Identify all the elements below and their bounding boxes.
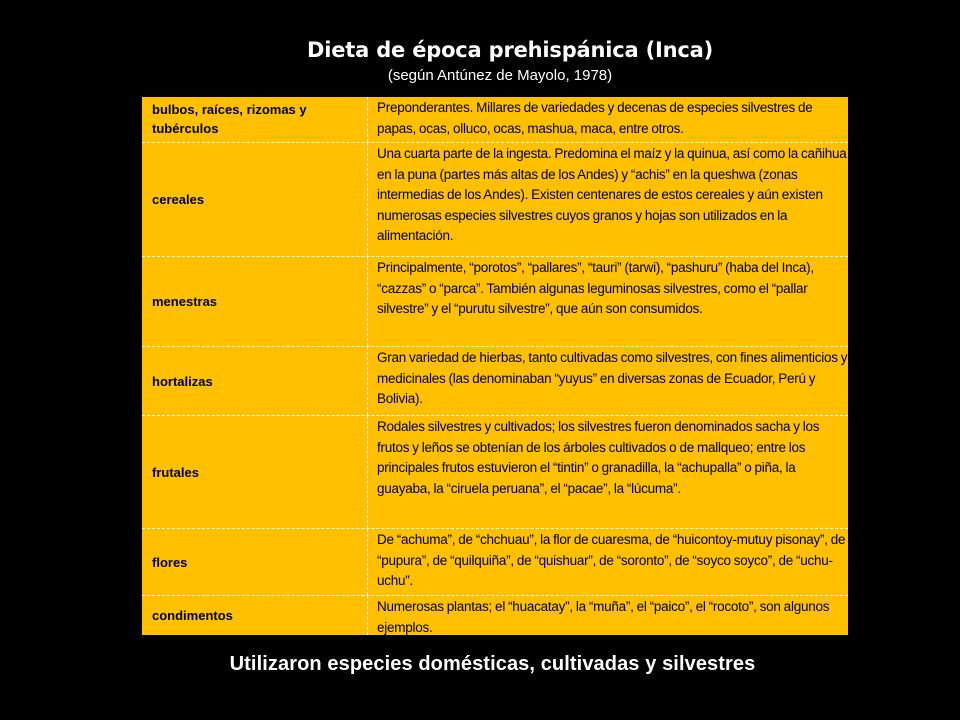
- table-row-cereales: [142, 143, 848, 257]
- description-cell: De “achuma”, de “chchuau”, la flor de cuaresma, de “huicontoy-mutuy pisonay”, de “pupura”, de “quilquiña”, de “quishuar”, de “soronto”, de “soyco soyco”, de “uchu-uchu”.: [377, 532, 846, 588]
- category-cell: flores: [142, 529, 368, 595]
- table-row-frutales: [142, 416, 848, 529]
- table-row-hortalizas: [142, 347, 848, 416]
- category-cell: condimentos: [142, 596, 368, 635]
- diet-table: [142, 97, 848, 635]
- table-row-bulbos: [142, 97, 848, 143]
- page-title: Dieta de época prehispánica (Inca): [307, 38, 713, 62]
- category-cell: bulbos, raíces, rizomas y tubérculos: [142, 97, 368, 142]
- description-cell: Numerosas plantas; el “huacatay”, la “muña”, el “paico”, el “rocoto”, son algunos ejemplos.: [377, 599, 830, 635]
- category-cell: cereales: [142, 143, 368, 256]
- table-row-menestras: [142, 257, 848, 347]
- description-cell: Preponderantes. Millares de variedades y decenas de especies silvestres de papas, ocas, olluco, ocas, mashua, maca, entre otros.: [377, 100, 813, 136]
- category-cell: frutales: [142, 416, 368, 528]
- table-row-flores: [142, 529, 848, 596]
- description-cell: Una cuarta parte de la ingesta. Predomina el maíz y la quinua, así como la cañihua en la puna (partes más altas de los Andes) y “achis” en la queshwa (zonas intermedias de los Andes). Existen centenares de estos cereales y aún existen numerosas especies silvestres cuyos granos y hojas son utilizados en la alimentación.: [377, 146, 847, 243]
- footer-caption: Utilizaron especies domésticas, cultivadas y silvestres: [229, 653, 756, 675]
- description-cell: Rodales silvestres y cultivados; los silvestres fueron denominados sacha y los frutos y leños se obtenían de los árboles cultivados o de mallqueo; entre los principales frutos estuvieron el “tintin” o granadilla, la “achupalla” o piña, la guayaba, la “ciruela peruana”, el “pacae”, la “lúcuma”.: [377, 419, 820, 496]
- category-cell: hortalizas: [142, 347, 368, 415]
- page-subtitle: (según Antúnez de Mayolo, 1978): [387, 67, 613, 84]
- category-cell: menestras: [142, 257, 368, 346]
- table-row-condimentos: [142, 596, 848, 635]
- description-cell: Gran variedad de hierbas, tanto cultivadas como silvestres, con fines alimenticios y medicinales (las denominaban “yuyus” en diversas zonas de Ecuador, Perú y Bolivia).: [377, 350, 848, 406]
- description-cell: Principalmente, “porotos”, “pallares”, “tauri” (tarwi), “pashuru” (haba del Inca), “cazzas” o “parca”. También algunas leguminosas silvestres, como el “pallar silvestre” y el “purutu silvestre”, que aún son consumidos.: [377, 260, 814, 316]
